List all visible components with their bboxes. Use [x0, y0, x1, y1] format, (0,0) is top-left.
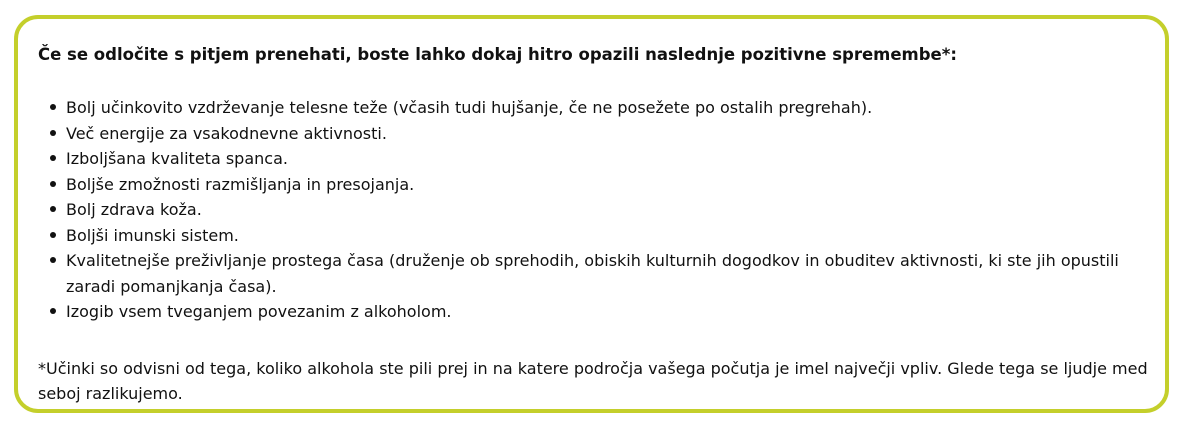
list-item-text: Več energije za vsakodnevne aktivnosti. — [66, 123, 387, 143]
list-item — [38, 197, 1148, 223]
bullet-icon — [50, 232, 56, 238]
list-item-text: Kvalitetnejše preživljanje prostega časa (druženje ob sprehodih, obiskih kulturnih dogodkov in obuditev aktivnosti, ki ste jih opustili zaradi pomanjkanja časa). — [66, 251, 1119, 296]
bullet-icon — [50, 155, 56, 161]
list-item — [38, 146, 1148, 172]
info-box-heading: Če se odločite s pitjem prenehati, boste lahko dokaj hitro opazili naslednje pozitivne spremembe*: — [38, 45, 957, 64]
list-item — [38, 121, 1148, 147]
bullet-icon — [50, 308, 56, 314]
list-item-text: Boljši imunski sistem. — [66, 225, 239, 245]
info-box — [14, 15, 1169, 413]
list-item — [38, 172, 1148, 198]
bullet-icon — [50, 257, 56, 263]
list-item-text: Bolj učinkovito vzdrževanje telesne teže (včasih tudi hujšanje, če ne posežete po ostalih pregrehah). — [66, 98, 873, 117]
list-item-text: Bolj zdrava koža. — [66, 200, 202, 219]
list-item — [38, 223, 1148, 249]
benefits-list — [38, 95, 1148, 325]
bullet-icon — [50, 181, 56, 187]
list-item-text: Izboljšana kvaliteta spanca. — [66, 149, 288, 168]
bullet-icon — [50, 104, 56, 110]
footnote: *Učinki so odvisni od tega, koliko alkohola ste pili prej in na katere področja vašega počutja je imel največji vpliv. Glede tega se ljudje med seboj razlikujemo. — [38, 359, 1148, 403]
list-item — [38, 299, 1148, 325]
list-item — [38, 248, 1148, 299]
list-item — [38, 95, 1148, 121]
bullet-icon — [50, 130, 56, 136]
list-item-text: Boljše zmožnosti razmišljanja in presojanja. — [66, 174, 415, 194]
bullet-icon — [50, 206, 56, 212]
list-item-text: Izogib vsem tveganjem povezanim z alkoholom. — [66, 302, 452, 321]
